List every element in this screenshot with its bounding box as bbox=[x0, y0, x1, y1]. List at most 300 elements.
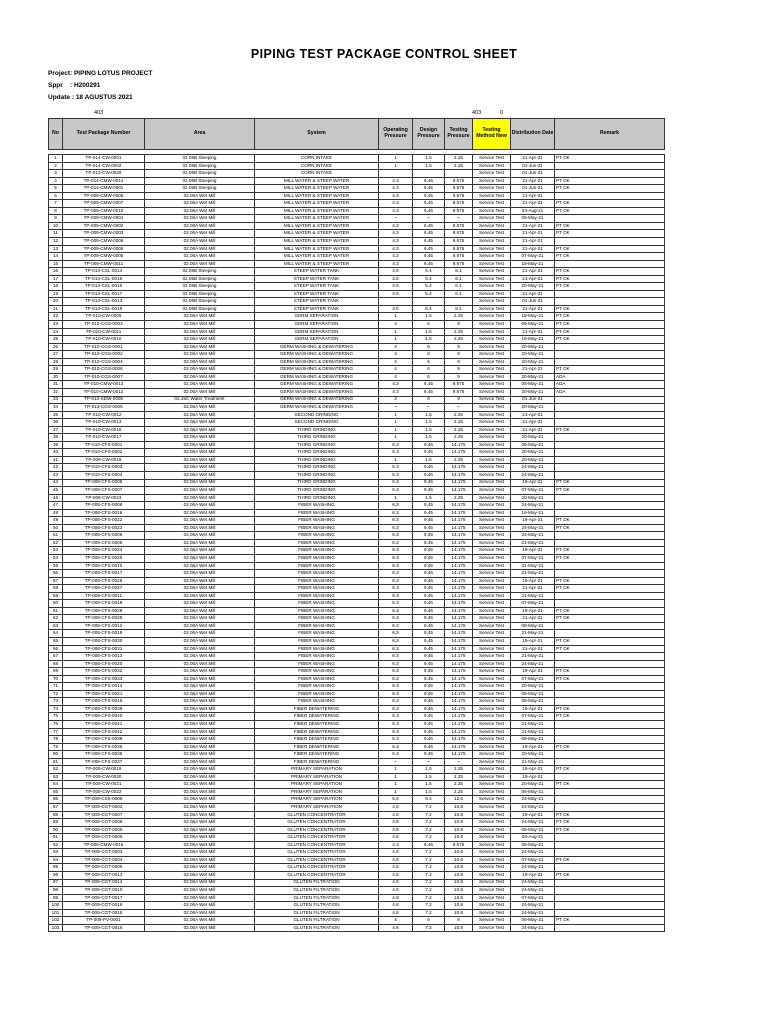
cell-test-package-number: TP-010-CFS-0001 bbox=[63, 441, 145, 449]
cell-design-pressure: 9.45 bbox=[413, 615, 445, 623]
cell-system: GERM SEPARATION bbox=[255, 321, 379, 329]
cell-remark: PT OK bbox=[555, 871, 665, 879]
cell-area: 02.06A Wet Mill bbox=[145, 864, 255, 872]
cell-distribution-date: 24-May-21 bbox=[511, 660, 555, 668]
cell-operating-pressure: 4.3 bbox=[379, 381, 413, 389]
cell-system: GLUTEN CONCENTRATOR bbox=[255, 864, 379, 872]
cell-testing-method: Service Test bbox=[473, 200, 511, 208]
cell-test-package-number: TP-008-CFS-0008 bbox=[63, 502, 145, 510]
cell-test-package-number: TP-014-CSL-0013 bbox=[63, 298, 145, 306]
cell-operating-pressure: 6.3 bbox=[379, 487, 413, 495]
cell-system: FIBER WASHING bbox=[255, 562, 379, 570]
cell-test-package-number: TP-010-CW-0012 bbox=[63, 411, 145, 419]
cell-testing-pressure: 9.675 bbox=[445, 245, 473, 253]
meta-label: Update bbox=[48, 94, 71, 101]
cell-test-package-number: TP-009-CW-0021 bbox=[63, 781, 145, 789]
cell-test-package-number: TP-008-CFS-0012 bbox=[63, 622, 145, 630]
cell-design-pressure: 5.4 bbox=[413, 305, 445, 313]
cell-design-pressure: 9.45 bbox=[413, 728, 445, 736]
cell-testing-method: Service Test bbox=[473, 902, 511, 910]
cell-distribution-date: 20-May-21 bbox=[511, 449, 555, 457]
cell-distribution-date: 24-May-21 bbox=[511, 864, 555, 872]
cell-test-package-number: TP-008-CFS-0023 bbox=[63, 524, 145, 532]
cell-system: MILL WATER & STEEP WATER bbox=[255, 260, 379, 268]
cell-no: 64 bbox=[49, 630, 63, 638]
cell-operating-pressure: 6.3 bbox=[379, 600, 413, 608]
cell-testing-method: Service Test bbox=[473, 736, 511, 744]
cell-system: GLUTEN CONCENTRATOR bbox=[255, 819, 379, 827]
cell-remark bbox=[555, 758, 665, 766]
cell-test-package-number: TP-010-CGS-0006 bbox=[63, 366, 145, 374]
cell-no: 24 bbox=[49, 328, 63, 336]
cell-testing-method: Service Test bbox=[473, 290, 511, 298]
cell-area: 02.06A Wet Mill bbox=[145, 343, 255, 351]
cell-no: 26 bbox=[49, 343, 63, 351]
cell-operating-pressure: 6.3 bbox=[379, 570, 413, 578]
cell-design-pressure: 9.45 bbox=[413, 675, 445, 683]
cell-system: CORN INTAKE bbox=[255, 162, 379, 170]
cell-distribution-date: 21-Apr-21 bbox=[511, 419, 555, 427]
cell-remark: PT OK bbox=[555, 819, 665, 827]
cell-system: FIBER WASHING bbox=[255, 638, 379, 646]
cell-distribution-date: 20-May-21 bbox=[511, 358, 555, 366]
cell-system: GERM SEPARATION bbox=[255, 313, 379, 321]
cell-remark bbox=[555, 358, 665, 366]
table-row bbox=[49, 539, 665, 547]
cell-operating-pressure: 3.6 bbox=[379, 305, 413, 313]
cell-testing-pressure: 2.25 bbox=[445, 162, 473, 170]
cell-design-pressure: 9.45 bbox=[413, 547, 445, 555]
cell-area: 02.06A Wet Mill bbox=[145, 411, 255, 419]
cell-testing-pressure: 9.675 bbox=[445, 192, 473, 200]
cell-system: FIBER WASHING bbox=[255, 532, 379, 540]
cell-design-pressure: 9.45 bbox=[413, 464, 445, 472]
cell-area: 02.06A Wet Mill bbox=[145, 796, 255, 804]
cell-testing-pressure: ~ bbox=[445, 404, 473, 412]
cell-distribution-date: 21-Apr-21 bbox=[511, 275, 555, 283]
cell-testing-method: Service Test bbox=[473, 268, 511, 276]
cell-no: 89 bbox=[49, 819, 63, 827]
cell-no: 61 bbox=[49, 607, 63, 615]
cell-operating-pressure: 4.3 bbox=[379, 192, 413, 200]
cell-operating-pressure: 1 bbox=[379, 336, 413, 344]
cell-design-pressure: 7.2 bbox=[413, 902, 445, 910]
cell-remark bbox=[555, 887, 665, 895]
cell-distribution-date: 07-May-21 bbox=[511, 487, 555, 495]
table-row bbox=[49, 675, 665, 683]
cell-design-pressure: 1.5 bbox=[413, 155, 445, 163]
cell-system: PRIMARY SEPARATION bbox=[255, 804, 379, 812]
cell-testing-method: Service Test bbox=[473, 539, 511, 547]
cell-no: 16 bbox=[49, 268, 63, 276]
cell-testing-method: Service Test bbox=[473, 871, 511, 879]
cell-design-pressure: 6.45 bbox=[413, 222, 445, 230]
table-row bbox=[49, 404, 665, 412]
cell-distribution-date: 21-Apr-21 bbox=[511, 290, 555, 298]
cell-design-pressure: 9.45 bbox=[413, 721, 445, 729]
cell-testing-pressure: 14.175 bbox=[445, 539, 473, 547]
cell-testing-method: Service Test bbox=[473, 773, 511, 781]
cell-testing-method: Service Test bbox=[473, 373, 511, 381]
cell-area: 02.06A Wet Mill bbox=[145, 743, 255, 751]
cell-system: GLUTEN FILTRATION bbox=[255, 887, 379, 895]
cell-system: FIBER WASHING bbox=[255, 607, 379, 615]
meta-value: : 18 AGUSTUS 2021 bbox=[71, 94, 133, 101]
cell-testing-method: Service Test bbox=[473, 864, 511, 872]
cell-distribution-date: 21-May-21 bbox=[511, 758, 555, 766]
table-row bbox=[49, 622, 665, 630]
cell-operating-pressure: 6.3 bbox=[379, 577, 413, 585]
cell-area: 02.06B Steeping bbox=[145, 177, 255, 185]
cell-testing-pressure: 14.175 bbox=[445, 645, 473, 653]
cell-test-package-number: TP-008-CFS-0036 bbox=[63, 751, 145, 759]
cell-operating-pressure: 6.3 bbox=[379, 471, 413, 479]
cell-operating-pressure: 1 bbox=[379, 773, 413, 781]
cell-no: 36 bbox=[49, 419, 63, 427]
cell-system: FIBER WASHING bbox=[255, 592, 379, 600]
cell-operating-pressure: 6.3 bbox=[379, 532, 413, 540]
cell-testing-pressure: 9 bbox=[445, 373, 473, 381]
cell-design-pressure: 7.2 bbox=[413, 909, 445, 917]
cell-testing-pressure: 8.1 bbox=[445, 275, 473, 283]
cell-remark: PT OK bbox=[555, 426, 665, 434]
cell-area: 02.06A Wet Mill bbox=[145, 502, 255, 510]
cell-testing-method: Service Test bbox=[473, 600, 511, 608]
cell-area: 02.06A Wet Mill bbox=[145, 758, 255, 766]
cell-testing-pressure: 14.175 bbox=[445, 653, 473, 661]
cell-system: THIRD GRINDING bbox=[255, 426, 379, 434]
cell-area: 02.06A Wet Mill bbox=[145, 570, 255, 578]
table-row bbox=[49, 170, 665, 178]
cell-no: 44 bbox=[49, 479, 63, 487]
table-row bbox=[49, 638, 665, 646]
cell-test-package-number: TP-009-CMW-0006 bbox=[63, 238, 145, 246]
cell-no: 43 bbox=[49, 471, 63, 479]
cell-distribution-date: 21-Apr-21 bbox=[511, 177, 555, 185]
table-row bbox=[49, 215, 665, 223]
cell-testing-method: Service Test bbox=[473, 698, 511, 706]
col-testing-method-new: Testing Method New bbox=[473, 119, 511, 150]
cell-no: 53 bbox=[49, 547, 63, 555]
cell-no: 42 bbox=[49, 464, 63, 472]
cell-no: 28 bbox=[49, 358, 63, 366]
cell-remark: PT OK bbox=[555, 547, 665, 555]
table-row bbox=[49, 721, 665, 729]
cell-operating-pressure: 6.3 bbox=[379, 645, 413, 653]
cell-remark bbox=[555, 298, 665, 306]
cell-area: 02.06B Steeping bbox=[145, 275, 255, 283]
cell-test-package-number: TP-009-CGT-0018 bbox=[63, 902, 145, 910]
cell-no: 7 bbox=[49, 200, 63, 208]
cell-no: 93 bbox=[49, 849, 63, 857]
table-row bbox=[49, 471, 665, 479]
cell-distribution-date: 19-Apr-21 bbox=[511, 668, 555, 676]
cell-system: THIRD GRINDING bbox=[255, 464, 379, 472]
cell-design-pressure: 7.2 bbox=[413, 887, 445, 895]
cell-design-pressure: 6.45 bbox=[413, 238, 445, 246]
cell-system: PRIMARY SEPARATION bbox=[255, 766, 379, 774]
count-right-zero: 0 bbox=[500, 110, 504, 116]
cell-operating-pressure: 4.8 bbox=[379, 887, 413, 895]
cell-distribution-date: 18-May-21 bbox=[511, 260, 555, 268]
cell-remark bbox=[555, 411, 665, 419]
cell-area: 02.06A Wet Mill bbox=[145, 653, 255, 661]
cell-no: 38 bbox=[49, 434, 63, 442]
cell-area: 02.06A Wet Mill bbox=[145, 487, 255, 495]
cell-remark bbox=[555, 260, 665, 268]
cell-testing-method: Service Test bbox=[473, 298, 511, 306]
cell-operating-pressure: 1 bbox=[379, 426, 413, 434]
cell-remark: PT OK bbox=[555, 253, 665, 261]
cell-remark bbox=[555, 396, 665, 404]
table-row bbox=[49, 366, 665, 374]
cell-operating-pressure: 6.3 bbox=[379, 547, 413, 555]
cell-test-package-number: TP-009-CGT-0016 bbox=[63, 924, 145, 932]
cell-distribution-date: 24-May-21 bbox=[511, 924, 555, 932]
table-row bbox=[49, 766, 665, 774]
cell-design-pressure: 1.5 bbox=[413, 328, 445, 336]
cell-testing-pressure: 9.675 bbox=[445, 260, 473, 268]
cell-testing-method: Service Test bbox=[473, 517, 511, 525]
table-row bbox=[49, 449, 665, 457]
cell-remark: PT OK bbox=[555, 638, 665, 646]
cell-operating-pressure: 4.3 bbox=[379, 841, 413, 849]
cell-testing-method: Service Test bbox=[473, 487, 511, 495]
cell-test-package-number: TP-009-CW-0018 bbox=[63, 456, 145, 464]
cell-test-package-number: TP-009-CGT-0009 bbox=[63, 826, 145, 834]
cell-area: 02.06A Wet Mill bbox=[145, 705, 255, 713]
cell-system: FIBER DEWATERING bbox=[255, 713, 379, 721]
cell-no: 18 bbox=[49, 283, 63, 291]
cell-distribution-date: 07-May-21 bbox=[511, 253, 555, 261]
cell-design-pressure: 9.45 bbox=[413, 554, 445, 562]
cell-testing-method: Service Test bbox=[473, 645, 511, 653]
cell-system: GERM WASHING & DEWATERING bbox=[255, 388, 379, 396]
cell-testing-method: Service Test bbox=[473, 464, 511, 472]
cell-operating-pressure: 4.8 bbox=[379, 924, 413, 932]
table-row bbox=[49, 268, 665, 276]
cell-test-package-number: TP-009-CGT-0004 bbox=[63, 856, 145, 864]
cell-design-pressure: 9.45 bbox=[413, 683, 445, 691]
table-row bbox=[49, 230, 665, 238]
table-row bbox=[49, 185, 665, 193]
cell-testing-pressure: 14.175 bbox=[445, 585, 473, 593]
cell-no: 69 bbox=[49, 668, 63, 676]
cell-test-package-number: TP-010-CFS-0002 bbox=[63, 449, 145, 457]
cell-system: MILL WATER & STEEP WATER bbox=[255, 238, 379, 246]
cell-area: 02.06A Wet Mill bbox=[145, 713, 255, 721]
cell-test-package-number: TP-014-CMW-0001 bbox=[63, 185, 145, 193]
cell-operating-pressure: 6.3 bbox=[379, 698, 413, 706]
cell-operating-pressure: 6.3 bbox=[379, 585, 413, 593]
table-row bbox=[49, 358, 665, 366]
cell-test-package-number: TP-008-CFS-0013 bbox=[63, 653, 145, 661]
cell-system: GLUTEN CONCENTRATOR bbox=[255, 871, 379, 879]
cell-no: 2 bbox=[49, 162, 63, 170]
cell-area: 02.15C Water Treatment bbox=[145, 396, 255, 404]
cell-no: 40 bbox=[49, 449, 63, 457]
cell-operating-pressure: 1 bbox=[379, 328, 413, 336]
cell-testing-pressure: 2.25 bbox=[445, 155, 473, 163]
cell-remark bbox=[555, 924, 665, 932]
cell-distribution-date: 21-Apr-21 bbox=[511, 238, 555, 246]
cell-area: 02.06A Wet Mill bbox=[145, 366, 255, 374]
cell-area: 02.06A Wet Mill bbox=[145, 222, 255, 230]
cell-design-pressure: 9.45 bbox=[413, 487, 445, 495]
cell-operating-pressure: 3.6 bbox=[379, 275, 413, 283]
cell-system: FIBER WASHING bbox=[255, 675, 379, 683]
table-row bbox=[49, 856, 665, 864]
cell-test-package-number: TP-010-CFS-0004 bbox=[63, 471, 145, 479]
cell-design-pressure bbox=[413, 170, 445, 178]
cell-area: 02.06A Wet Mill bbox=[145, 192, 255, 200]
table-row bbox=[49, 917, 665, 925]
cell-system: CORN INTAKE bbox=[255, 170, 379, 178]
cell-remark bbox=[555, 290, 665, 298]
cell-remark: PT OK bbox=[555, 554, 665, 562]
cell-testing-method: Service Test bbox=[473, 690, 511, 698]
cell-testing-pressure: 9 bbox=[445, 351, 473, 359]
cell-test-package-number: TP-008-CFS-0031 bbox=[63, 645, 145, 653]
cell-system: THIRD GRINDING bbox=[255, 479, 379, 487]
cell-remark bbox=[555, 456, 665, 464]
cell-area: 02.06A Wet Mill bbox=[145, 554, 255, 562]
cell-distribution-date: 06-May-21 bbox=[511, 321, 555, 329]
cell-design-pressure: 6 bbox=[413, 373, 445, 381]
cell-operating-pressure: 3.6 bbox=[379, 283, 413, 291]
cell-test-package-number: TP-010-CMW-0013 bbox=[63, 381, 145, 389]
cell-test-package-number: TP-009-CGT-0017 bbox=[63, 894, 145, 902]
cell-testing-method: Service Test bbox=[473, 887, 511, 895]
cell-area: 02.06A Wet Mill bbox=[145, 585, 255, 593]
cell-operating-pressure: 6.3 bbox=[379, 660, 413, 668]
cell-distribution-date: 19-Apr-21 bbox=[511, 547, 555, 555]
cell-no: 35 bbox=[49, 411, 63, 419]
cell-test-package-number: TP-008-CFS-0035 bbox=[63, 743, 145, 751]
table-row bbox=[49, 207, 665, 215]
cell-testing-pressure: 8.1 bbox=[445, 268, 473, 276]
cell-design-pressure: 9.45 bbox=[413, 668, 445, 676]
cell-distribution-date: 04-Aug-21 bbox=[511, 207, 555, 215]
cell-area: 02.06A Wet Mill bbox=[145, 509, 255, 517]
cell-testing-method: Service Test bbox=[473, 471, 511, 479]
cell-no: 11 bbox=[49, 230, 63, 238]
cell-design-pressure: 6 bbox=[413, 343, 445, 351]
cell-distribution-date: 21-Apr-21 bbox=[511, 305, 555, 313]
table-row bbox=[49, 804, 665, 812]
cell-test-package-number: TP-009-CMW-0003 bbox=[63, 230, 145, 238]
cell-operating-pressure: 6.3 bbox=[379, 509, 413, 517]
cell-remark bbox=[555, 162, 665, 170]
cell-test-package-number: TP-010-CW-0017 bbox=[63, 434, 145, 442]
cell-design-pressure: 1.5 bbox=[413, 766, 445, 774]
cell-operating-pressure: 4 bbox=[379, 358, 413, 366]
cell-testing-pressure: 10.8 bbox=[445, 879, 473, 887]
cell-design-pressure: 9.45 bbox=[413, 660, 445, 668]
cell-testing-pressure: 9 bbox=[445, 358, 473, 366]
cell-testing-pressure: 10.8 bbox=[445, 887, 473, 895]
cell-testing-method: Service Test bbox=[473, 554, 511, 562]
cell-testing-method: Service Test bbox=[473, 426, 511, 434]
cell-system: FIBER WASHING bbox=[255, 622, 379, 630]
cell-testing-method: Service Test bbox=[473, 758, 511, 766]
cell-test-package-number: TP-009-PV-0001 bbox=[63, 917, 145, 925]
cell-area: 02.06A Wet Mill bbox=[145, 200, 255, 208]
cell-area: 02.06A Wet Mill bbox=[145, 479, 255, 487]
cell-system: THIRD GRINDING bbox=[255, 456, 379, 464]
cell-testing-pressure: 14.175 bbox=[445, 479, 473, 487]
cell-system: PRIMARY SEPARATION bbox=[255, 773, 379, 781]
cell-system: FIBER WASHING bbox=[255, 554, 379, 562]
cell-remark bbox=[555, 788, 665, 796]
cell-system: GERM SEPARATION bbox=[255, 328, 379, 336]
cell-testing-pressure: 2.25 bbox=[445, 773, 473, 781]
cell-system: MILL WATER & STEEP WATER bbox=[255, 200, 379, 208]
cell-area: 02.06A Wet Mill bbox=[145, 547, 255, 555]
cell-remark: PT OK bbox=[555, 479, 665, 487]
cell-design-pressure: 1.5 bbox=[413, 434, 445, 442]
cell-distribution-date: 24-May-21 bbox=[511, 464, 555, 472]
cell-distribution-date: 21-Apr-21 bbox=[511, 245, 555, 253]
cell-test-package-number: TP-014-CW-0001 bbox=[63, 155, 145, 163]
cell-distribution-date: 07-May-21 bbox=[511, 894, 555, 902]
cell-area: 02.06B Steeping bbox=[145, 283, 255, 291]
cell-testing-method: Service Test bbox=[473, 313, 511, 321]
cell-system: MILL WATER & STEEP WATER bbox=[255, 253, 379, 261]
table-row bbox=[49, 509, 665, 517]
cell-remark bbox=[555, 192, 665, 200]
cell-system: STEEP WATER TANK bbox=[255, 305, 379, 313]
cell-no: 51 bbox=[49, 532, 63, 540]
cell-remark: PT OK bbox=[555, 607, 665, 615]
table-row bbox=[49, 253, 665, 261]
cell-remark: PT OK bbox=[555, 155, 665, 163]
cell-design-pressure: 5.4 bbox=[413, 268, 445, 276]
cell-distribution-date: 20-May-21 bbox=[511, 434, 555, 442]
cell-remark bbox=[555, 351, 665, 359]
cell-operating-pressure: 4.8 bbox=[379, 804, 413, 812]
cell-operating-pressure: 6.3 bbox=[379, 668, 413, 676]
table-row bbox=[49, 585, 665, 593]
table-row bbox=[49, 313, 665, 321]
count-right-total: 403 bbox=[472, 110, 482, 116]
cell-operating-pressure: 1 bbox=[379, 781, 413, 789]
cell-operating-pressure: 6.3 bbox=[379, 728, 413, 736]
cell-operating-pressure: 6.3 bbox=[379, 622, 413, 630]
cell-system: GERM WASHING & DEWATERING bbox=[255, 381, 379, 389]
cell-design-pressure: 6.45 bbox=[413, 253, 445, 261]
cell-design-pressure: 9.45 bbox=[413, 751, 445, 759]
cell-distribution-date: 07-May-21 bbox=[511, 713, 555, 721]
table-row bbox=[49, 260, 665, 268]
cell-testing-method: Service Test bbox=[473, 358, 511, 366]
cell-testing-method: Service Test bbox=[473, 351, 511, 359]
cell-no: 1 bbox=[49, 155, 63, 163]
cell-operating-pressure: 4.3 bbox=[379, 230, 413, 238]
cell-design-pressure: 9.45 bbox=[413, 509, 445, 517]
cell-area: 02.06B Steeping bbox=[145, 290, 255, 298]
cell-no: 66 bbox=[49, 645, 63, 653]
cell-test-package-number: TP-010-CW-0011 bbox=[63, 328, 145, 336]
cell-design-pressure: 9.45 bbox=[413, 502, 445, 510]
cell-distribution-date: 24-May-21 bbox=[511, 796, 555, 804]
cell-testing-method: Service Test bbox=[473, 328, 511, 336]
cell-remark bbox=[555, 653, 665, 661]
cell-remark bbox=[555, 773, 665, 781]
cell-testing-method: Service Test bbox=[473, 170, 511, 178]
cell-area: 02.06A Wet Mill bbox=[145, 215, 255, 223]
cell-system: MILL WATER & STEEP WATER bbox=[255, 177, 379, 185]
